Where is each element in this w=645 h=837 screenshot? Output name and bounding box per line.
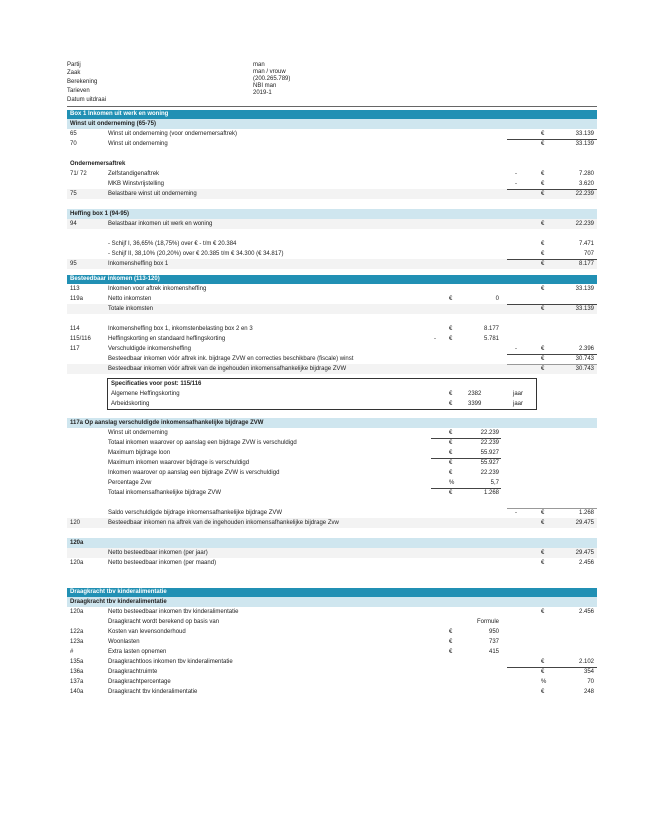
currency-symbol: € <box>541 306 545 312</box>
row-value: 248 <box>583 689 594 695</box>
table-row <box>67 169 597 179</box>
table-row <box>67 344 597 354</box>
table-row <box>67 508 597 518</box>
currency-symbol: € <box>541 131 545 137</box>
row-desc: Netto inkomsten <box>108 296 152 302</box>
document-page <box>67 62 597 697</box>
spacer <box>67 578 597 588</box>
table-row <box>67 607 597 617</box>
row-code: 117 <box>70 346 80 352</box>
meta-value-nummer: (200.265.789) <box>253 76 291 82</box>
currency-symbol: € <box>449 460 453 466</box>
spacer <box>67 568 597 578</box>
meta-value-zaak: man / vrouw <box>253 69 286 75</box>
row-value: 2.456 <box>578 560 594 566</box>
row-value: 55.927 <box>480 460 499 466</box>
row-value: 22.239 <box>480 430 499 436</box>
row-code: 114 <box>70 326 80 332</box>
row-code: 137a <box>70 679 84 685</box>
table-row <box>67 189 597 199</box>
meta-value-tarieven: 2019-1 <box>253 90 272 96</box>
row-value: 3.620 <box>578 181 594 187</box>
table-row <box>67 354 597 364</box>
row-code: 95 <box>70 261 77 267</box>
currency-symbol: € <box>541 171 545 177</box>
row-code: 140a <box>70 689 84 695</box>
section-header-draagkracht: Draagkracht tbv kinderalimentatie <box>67 588 597 597</box>
row-unit: jaar <box>513 391 524 397</box>
table-row <box>67 667 597 677</box>
currency-symbol: € <box>541 560 545 566</box>
row-desc: Besteedbaar inkomen na aftrek van de ingehouden inkomensafhankelijke bijdrage Zvw <box>108 520 339 526</box>
row-desc: Inkomensheffing box 1 <box>108 261 169 267</box>
table-row <box>67 438 597 448</box>
spacer <box>67 199 597 209</box>
currency-symbol: € <box>541 609 545 615</box>
row-value: 2.456 <box>578 609 594 615</box>
row-desc: Draagkrachtpercentage <box>108 679 171 685</box>
row-desc: Netto besteedbaar inkomen (per maand) <box>108 560 217 566</box>
currency-symbol: € <box>541 689 545 695</box>
row-value: 29.475 <box>575 550 594 556</box>
row-desc: Besteedbaar inkomen vóór aftrek ink. bijdrage ZVW en correcties beschikbare (fiscale) winst <box>108 356 354 362</box>
row-code: 135a <box>70 659 84 665</box>
row-value: 0 <box>495 296 499 302</box>
row-value: 8.177 <box>578 261 594 267</box>
row-value: 5,7 <box>490 480 499 486</box>
currency-symbol: € <box>541 520 545 526</box>
row-value: 30.743 <box>575 366 594 372</box>
row-value: 33.139 <box>575 131 594 137</box>
table-row <box>67 259 597 269</box>
currency-symbol: € <box>541 141 545 147</box>
row-desc: Totaal inkomen waarover op aanslag een bijdrage ZVW is verschuldigd <box>108 440 297 446</box>
meta-value-berekening: NBI man <box>253 83 277 89</box>
spacer <box>67 229 597 239</box>
table-row <box>67 179 597 189</box>
row-desc: - Schijf II, 38,10% (20,20%) over € 20.385 t/m € 34.300 (€ 34.817) <box>108 251 284 257</box>
currency-symbol: € <box>449 336 453 342</box>
currency-symbol: € <box>449 490 453 496</box>
row-desc: Heffingskorting en standaard heffingskorting <box>108 336 226 342</box>
percent-symbol: % <box>449 480 455 486</box>
row-value: 950 <box>488 629 499 635</box>
specificaties-title: Specificaties voor post: 115/116 <box>111 381 202 387</box>
row-value: 22.239 <box>480 470 499 476</box>
currency-symbol: € <box>541 181 545 187</box>
currency-symbol: € <box>449 326 453 332</box>
table-row <box>67 468 597 478</box>
meta-label-partij: Partij <box>67 62 81 68</box>
row-desc: Kosten van levensonderhoud <box>108 629 186 635</box>
table-row <box>67 548 597 558</box>
row-code: 122a <box>70 629 84 635</box>
row-desc: Percentage Zvw <box>108 480 152 486</box>
row-value: 2382 <box>468 391 482 397</box>
row-desc: Totaal inkomensafhankelijke bijdrage ZVW <box>108 490 222 496</box>
table-row <box>108 379 536 389</box>
row-value: 737 <box>488 639 499 645</box>
row-value: 1.268 <box>483 490 499 496</box>
subsection-header-draagkracht: Draagkracht tbv kinderalimentatie <box>67 597 597 607</box>
spacer <box>67 149 597 159</box>
row-value: 70 <box>587 679 594 685</box>
row-code: 120 <box>70 520 81 526</box>
row-value: 3399 <box>468 401 482 407</box>
row-desc: Belastbaar inkomen uit werk en woning <box>108 221 213 227</box>
group-title-ondernemersaftrek: Ondernemersaftrek <box>70 161 126 167</box>
currency-symbol: € <box>541 286 545 292</box>
row-value: 415 <box>488 649 499 655</box>
table-row <box>67 139 597 149</box>
minus-sign: - <box>515 346 517 352</box>
row-value: 33.139 <box>575 141 594 147</box>
subsection-header-winst: Winst uit onderneming (65-75) <box>67 119 597 129</box>
table-row <box>67 334 597 344</box>
currency-symbol: € <box>541 191 545 197</box>
row-code: 75 <box>70 191 77 197</box>
table-row <box>67 617 597 627</box>
row-desc: Draagkrachtruimte <box>108 669 158 675</box>
row-desc: Draagkracht wordt berekend op basis van <box>108 619 220 625</box>
row-value: 1.268 <box>578 510 594 516</box>
table-row <box>67 687 597 697</box>
row-desc: Winst uit onderneming <box>108 430 168 436</box>
table-row <box>67 488 597 498</box>
currency-symbol: € <box>541 550 545 556</box>
table-row <box>67 657 597 667</box>
table-row <box>67 294 597 304</box>
row-code: 113 <box>70 286 80 292</box>
table-row <box>67 239 597 249</box>
table-row <box>67 478 597 488</box>
table-row <box>108 389 536 399</box>
row-value: 29.475 <box>575 520 594 526</box>
currency-symbol: € <box>449 639 453 645</box>
row-value: 22.239 <box>480 440 499 446</box>
row-code: 120a <box>70 560 84 566</box>
table-row <box>67 324 597 334</box>
row-code: 115/116 <box>70 336 91 342</box>
currency-symbol: € <box>449 450 453 456</box>
row-desc: Totale inkomsten <box>108 306 154 312</box>
row-code: 120a <box>70 609 84 615</box>
meta-label-zaak: Zaak <box>67 70 81 76</box>
meta-label-tarieven: Tarieven <box>67 88 90 94</box>
row-desc: Woonlasten <box>108 639 140 645</box>
row-desc: Netto besteedbaar inkomen (per jaar) <box>108 550 208 556</box>
minus-sign: - <box>434 336 436 342</box>
row-value: 30.743 <box>575 356 594 362</box>
currency-symbol: € <box>541 261 545 267</box>
currency-symbol: € <box>541 356 545 362</box>
row-code: 70 <box>70 141 77 147</box>
row-value: 5.781 <box>483 336 499 342</box>
currency-symbol: € <box>541 251 545 257</box>
row-desc: Inkomensheffing box 1, inkomstenbelasting box 2 en 3 <box>108 326 253 332</box>
currency-symbol: € <box>541 346 545 352</box>
row-desc: Draagkracht tbv kinderalimentatie <box>108 689 198 695</box>
meta-value-partij: man <box>253 62 265 68</box>
currency-symbol: € <box>449 391 453 397</box>
row-value: 33.139 <box>575 286 594 292</box>
row-desc: - Schijf I, 36,65% (18,75%) over € - t/m € 20.384 <box>108 241 237 247</box>
row-value: 8.177 <box>483 326 499 332</box>
row-value: 7.471 <box>578 241 594 247</box>
table-row <box>67 364 597 374</box>
row-desc: Inkomen waarover op aanslag een bijdrage ZVW is verschuldigd <box>108 470 280 476</box>
currency-symbol: € <box>541 669 545 675</box>
row-desc: Zelfstandigenaftrek <box>108 171 160 177</box>
row-desc: Winst uit onderneming <box>108 141 168 147</box>
row-desc: Besteedbaar inkomen vóór aftrek van de ingehouden inkomensafhankelijke bijdrage ZVW <box>108 366 347 372</box>
row-code: 119a <box>70 296 83 302</box>
table-row <box>67 627 597 637</box>
minus-sign: - <box>515 510 517 516</box>
table-row <box>67 219 597 229</box>
meta-label-datum: Datum uitdraai <box>67 97 107 103</box>
table-row <box>67 518 597 528</box>
currency-symbol: € <box>449 401 453 407</box>
row-code: 71/ 72 <box>70 171 87 177</box>
row-code: 136a <box>70 669 84 675</box>
row-value: 55.927 <box>480 450 499 456</box>
currency-symbol: € <box>449 649 453 655</box>
row-value: 2.396 <box>578 346 594 352</box>
spacer <box>67 528 597 538</box>
table-row <box>108 399 536 409</box>
row-desc: MKB Winstvrijstelling <box>108 181 165 187</box>
row-desc: Extra lasten opnemen <box>108 649 167 655</box>
table-row <box>67 677 597 687</box>
table-row <box>67 129 597 139</box>
currency-symbol: € <box>541 221 545 227</box>
currency-symbol: € <box>449 470 453 476</box>
table-row <box>67 249 597 259</box>
currency-symbol: € <box>541 659 545 665</box>
table-row <box>67 284 597 294</box>
row-desc: Saldo verschuldigde bijdrage inkomensafhankelijke bijdrage ZVW <box>108 510 283 516</box>
row-desc: Maximum inkomen waarover bijdrage is verschuldigd <box>108 460 250 466</box>
meta-divider <box>67 106 597 107</box>
row-code: 65 <box>70 131 77 137</box>
currency-symbol: € <box>449 629 453 635</box>
table-row <box>67 458 597 468</box>
table-row <box>67 647 597 657</box>
currency-symbol: € <box>449 440 453 446</box>
row-value: 22.239 <box>575 221 594 227</box>
row-value: 2.102 <box>578 659 594 665</box>
subsection-header-120a: 120a <box>67 538 597 548</box>
row-code: 123a <box>70 639 84 645</box>
spacer <box>67 498 597 508</box>
percent-symbol: % <box>541 679 547 685</box>
specificaties-box <box>107 378 537 410</box>
row-value: Formule <box>476 619 499 625</box>
row-desc: Algemene Heffingskorting <box>111 391 180 397</box>
minus-sign: - <box>515 181 517 187</box>
row-desc: Maximum bijdrage loon <box>108 450 171 456</box>
row-desc: Inkomen voor aftrek inkomensheffing <box>108 286 207 292</box>
currency-symbol: € <box>541 241 545 247</box>
row-value: 354 <box>583 669 594 675</box>
row-desc: Verschuldigde inkomensheffing <box>108 346 191 352</box>
row-value: 33.139 <box>575 306 594 312</box>
table-row <box>67 304 597 314</box>
subsection-header-heffing: Heffing box 1 (94-95) <box>67 209 597 219</box>
table-row <box>67 558 597 568</box>
section-header-besteedbaar: Besteedbaar inkomen (113-120) <box>67 275 597 284</box>
row-unit: jaar <box>513 401 524 407</box>
row-desc: Arbeidskorting <box>111 401 150 407</box>
spacer <box>67 314 597 324</box>
row-value: 7.280 <box>578 171 594 177</box>
table-row <box>67 448 597 458</box>
minus-sign: - <box>515 171 517 177</box>
row-desc: Winst uit onderneming (voor ondernemersaftrek) <box>108 131 238 137</box>
row-value: 707 <box>583 251 594 257</box>
table-row <box>67 637 597 647</box>
currency-symbol: € <box>541 366 545 372</box>
table-row <box>67 428 597 438</box>
meta-label-berekening: Berekening <box>67 79 98 85</box>
row-desc: Belastbare winst uit onderneming <box>108 191 197 197</box>
section-header-box1: Box 1 Inkomen uit werk en woning <box>67 110 597 119</box>
row-code: # <box>70 649 74 655</box>
meta-block <box>67 62 597 106</box>
row-code: 94 <box>70 221 77 227</box>
row-desc: Netto besteedbaar inkomen tbv kinderalimentatie <box>108 609 239 615</box>
subsection-header-zvw: 117a Op aanslag verschuldigde inkomensafhankelijke bijdrage ZVW <box>67 418 597 428</box>
currency-symbol: € <box>449 430 453 436</box>
currency-symbol: € <box>449 296 453 302</box>
row-desc: Draagkrachtloos inkomen tbv kinderalimentatie <box>108 659 233 665</box>
table-row <box>67 159 597 169</box>
row-value: 22.239 <box>575 191 594 197</box>
currency-symbol: € <box>541 510 545 516</box>
